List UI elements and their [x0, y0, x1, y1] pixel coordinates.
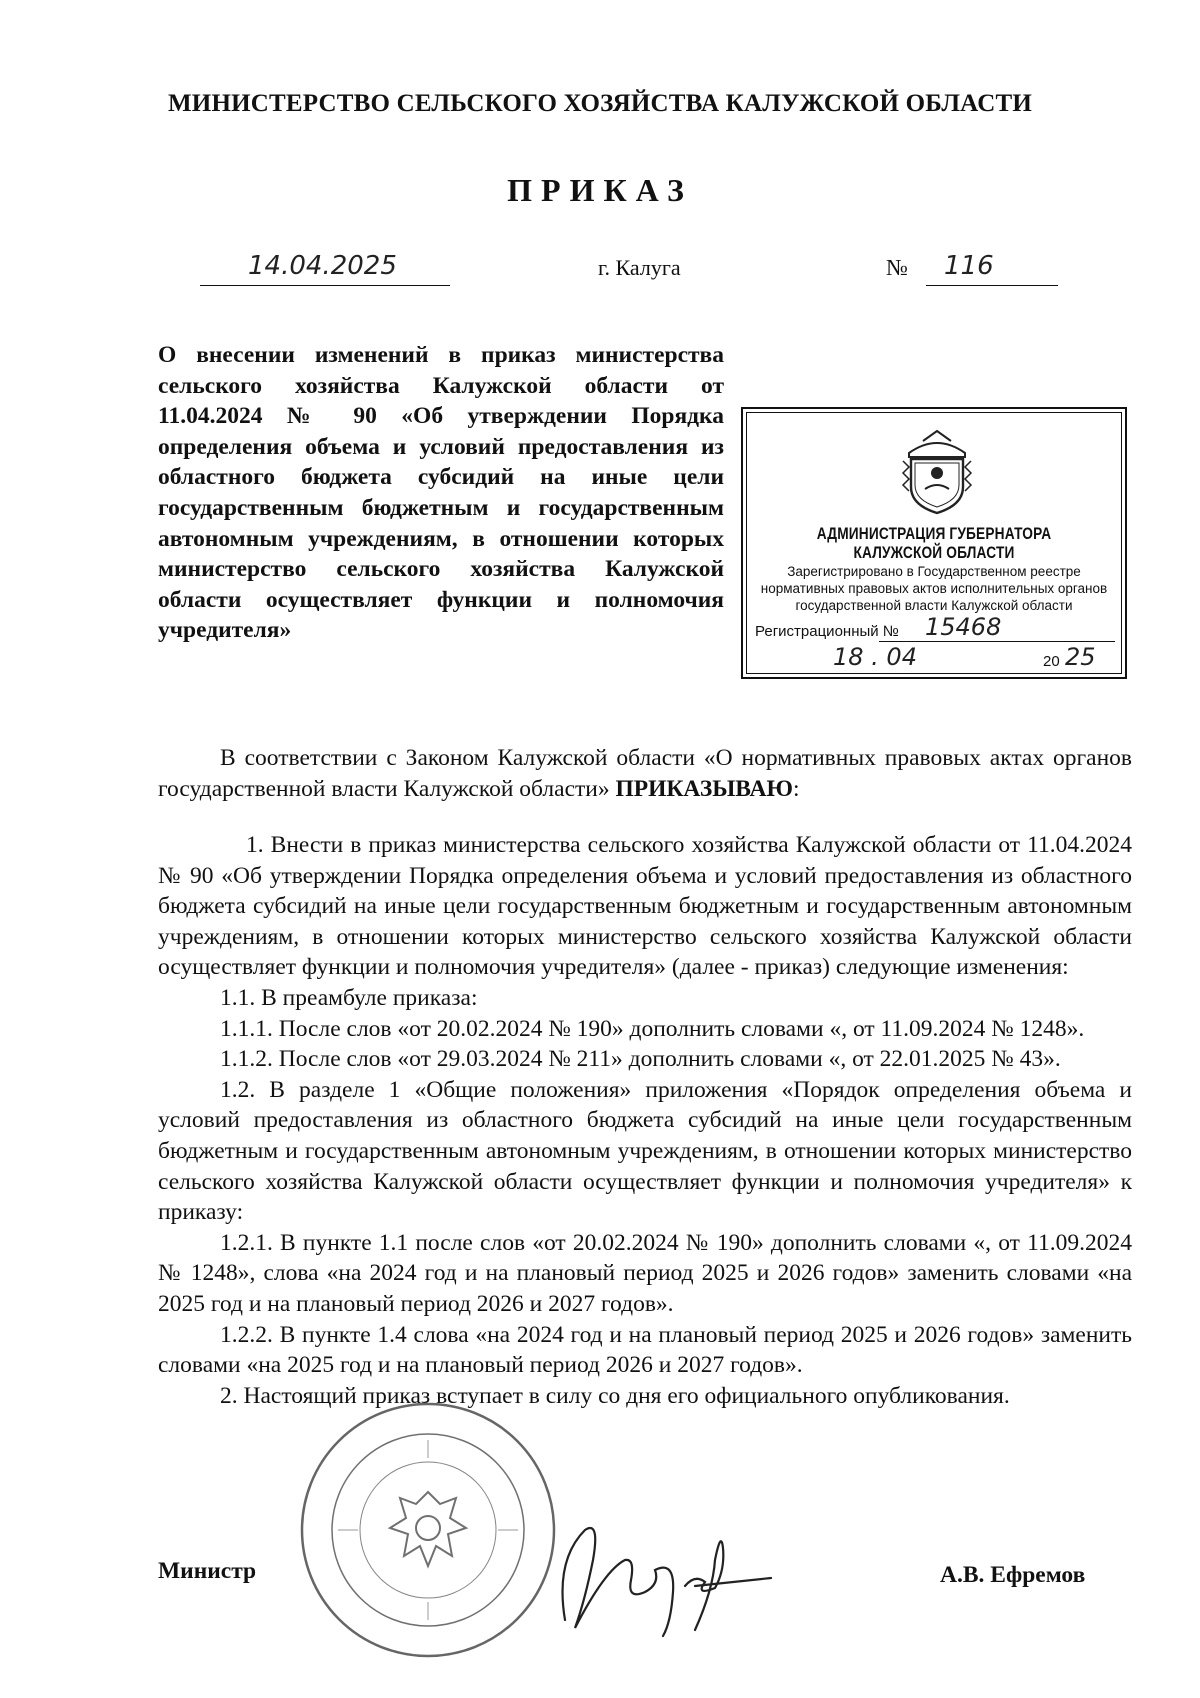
- paragraph-1-2-2: 1.2.2. В пункте 1.4 слова «на 2024 год и на плановый период 2025 и 2026 годов» заменить словами «на 2025 год и на плановый период 2026 и 2027 годов».: [158, 1321, 1132, 1379]
- order-body: [158, 830, 1132, 1411]
- registration-number-handwritten: 15468: [925, 613, 1002, 641]
- coat-of-arms-icon: [901, 427, 973, 515]
- ministry-heading: МИНИСТЕРСТВО СЕЛЬСКОГО ХОЗЯЙСТВА КАЛУЖСКОЙ ОБЛАСТИ: [168, 90, 1032, 117]
- order-title: ПРИКАЗ: [507, 172, 693, 208]
- official-seal-icon: [298, 1400, 558, 1660]
- preamble-text: В соответствии с Законом Калужской области «О нормативных правовых актах органов государственной власти Калужской области»: [158, 745, 1132, 802]
- paragraph-1-2: 1.2. В разделе 1 «Общие положения» приложения «Порядок определения объема и условий предоставления из областного бюджета субсидий на иные цели государственным бюджетным и государственным автономным учреждениям, в отношении которых министерство сельского хозяйства Калужской области осуществляет функции и полномочия учредителя» к приказу:: [158, 1076, 1132, 1226]
- order-date-handwritten: 14.04.2025: [248, 251, 397, 281]
- paragraph-1-1-1: 1.1.1. После слов «от 20.02.2024 № 190» дополнить словами «, от 11.09.2024 № 1248».: [220, 1015, 1085, 1042]
- registration-number-label: Регистрационный №: [755, 623, 899, 640]
- preamble-keyword: ПРИКАЗЫВАЮ: [615, 775, 793, 802]
- stamp-registration-text: Зарегистрировано в Государственном реестре нормативных правовых актов исполнительных органов государственной власти Калужской области: [760, 564, 1108, 613]
- paragraph-1-2-1: 1.2.1. В пункте 1.1 после слов «от 20.02.2024 № 190» дополнить словами «, от 11.09.2024 № 1248», слова «на 2024 год и на плановый период 2025 и 2026 годов» заменить словами «на 2025 год и на плановый период 2026 и 2027 годов».: [158, 1229, 1132, 1317]
- preamble-end: :: [792, 775, 800, 802]
- paragraph-1-1: 1.1. В преамбуле приказа:: [220, 984, 478, 1011]
- signatory-title: Министр: [158, 1558, 257, 1584]
- registration-year-prefix: 20: [1043, 653, 1060, 670]
- registration-year-handwritten: 25: [1065, 643, 1096, 671]
- registration-date-field: [819, 643, 1045, 674]
- signatory-name: А.В. Ефремов: [940, 1562, 1086, 1588]
- order-number-handwritten: 116: [944, 251, 994, 281]
- registration-stamp: [741, 407, 1127, 679]
- paragraph-1: 1. Внести в приказ министерства сельского хозяйства Калужской области от 11.04.2024 № 90 «Об утверждении Порядка определения объема и условий предоставления из областного бюджета субсидий на иные цели государственным бюджетным и государственным автономным учреждениям, в отношении которых министерство сельского хозяйства Калужской области осуществляет функции и полномочия учредителя» (далее - приказ) следующие изменения:: [158, 832, 1132, 981]
- paragraph-1-1-2: 1.1.2. После слов «от 29.03.2024 № 211» дополнить словами «, от 22.01.2025 № 43».: [220, 1046, 1061, 1073]
- handwritten-signature-icon: [545, 1500, 775, 1640]
- registration-date-handwritten: 18 . 04: [833, 643, 917, 671]
- city-label: г. Калуга: [598, 255, 681, 280]
- order-date-field: [200, 251, 450, 286]
- order-number-field: [926, 251, 1058, 286]
- number-sign: №: [886, 255, 908, 280]
- registration-number-field: [879, 613, 1115, 642]
- preamble: [158, 743, 1132, 804]
- paragraph-2: 2. Настоящий приказ вступает в силу со дня его официального опубликования.: [220, 1382, 1010, 1409]
- stamp-administration-title: АДМИНИСТРАЦИЯ ГУБЕРНАТОРА КАЛУЖСКОЙ ОБЛАСТИ: [816, 525, 1052, 562]
- order-subject: О внесении изменений в приказ министерства сельского хозяйства Калужской области от 11.04.2024 № 90 «Об утверждении Порядка определения объема и условий предоставления из областного бюджета субсидий на иные цели государственным бюджетным и государственным автономным учреждениям, в отношении которых министерство сельского хозяйства Калужской области осуществляет функции и полномочия учредителя»: [158, 342, 724, 644]
